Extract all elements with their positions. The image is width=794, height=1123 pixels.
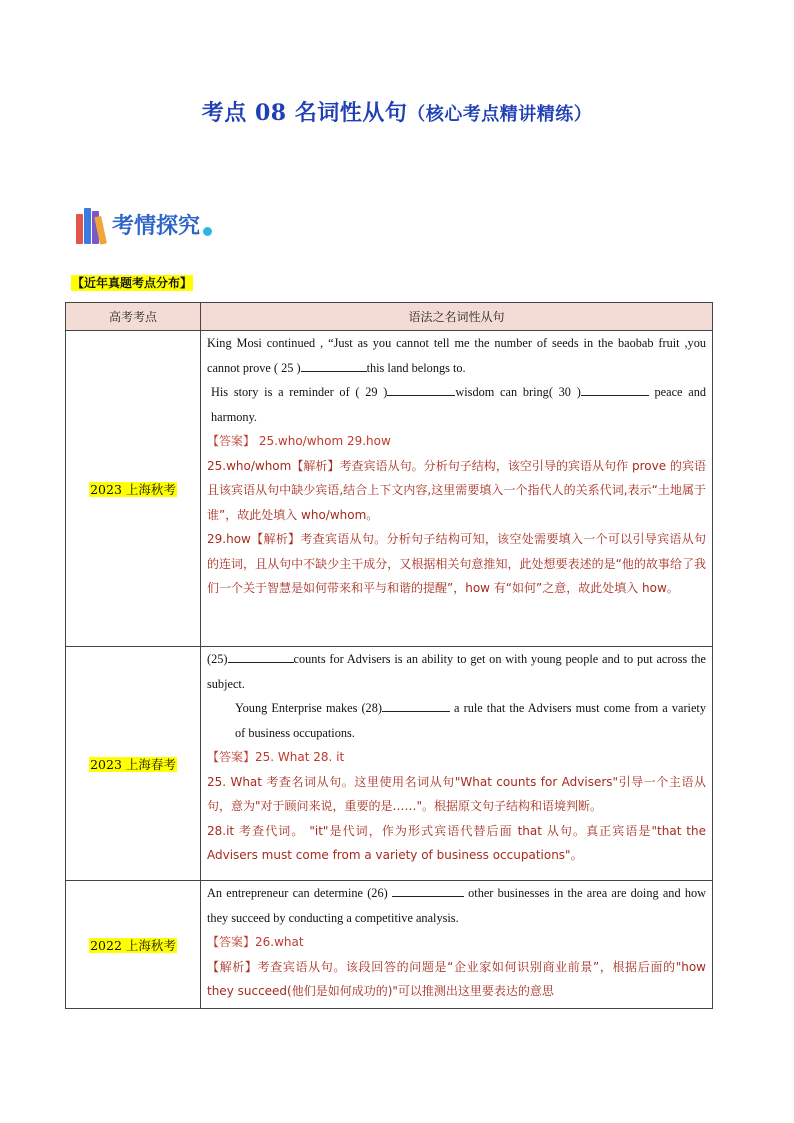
blank-line	[382, 699, 450, 712]
blank-line	[387, 383, 455, 396]
question-text: (25) counts for Advisers is an ability to get on with young people and to put across the subject.	[207, 652, 706, 691]
blank-line	[392, 884, 464, 897]
page-title	[0, 96, 794, 127]
question-text: King Mosi continued , “Just as you cannot tell me the number of seeds in the baobab fruit ,you cannot prove ( 25 ) this land belongs to.	[207, 336, 706, 375]
question-text: His story is a reminder of ( 29 ) wisdom can bring( 30 ) peace and harmony.	[211, 385, 707, 424]
answer-text: 【答案】25. What 28. it	[207, 750, 345, 764]
exam-label: 2022 上海秋考	[90, 937, 176, 953]
section-banner	[76, 204, 212, 244]
answer-text: 【答案】26.what	[207, 935, 304, 949]
blank-line	[228, 650, 294, 663]
explanation-text: 29.how【解析】考查宾语从句。分析句子结构可知，该空处需要填入一个可以引导宾语从句的连词，且从句中不缺少主干成分，又根据相关句意推知，此处想要表述的是“他的故事给了我们一个关于智慧是如何带来和平与和谐的提醒”，how 有“如何”之意，故此处填入 how。	[207, 532, 706, 595]
question-text: Young Enterprise makes (28) a rule that the Advisers must come from a variety of business occupations.	[235, 701, 706, 740]
table-row	[66, 647, 713, 881]
title-sub: （核心考点精讲精练）	[407, 104, 593, 125]
answer-text: 【答案】 25.who/whom 29.how	[207, 434, 391, 448]
exam-label: 2023 上海秋考	[90, 481, 176, 497]
explanation-text: 【解析】考查宾语从句。该段回答的问题是“企业家如何识别商业前景”，根据后面的"how they succeed(他们是如何成功的)"可以推测出这里要表达的意思	[207, 959, 706, 998]
banner-text: 考情探究	[112, 213, 201, 239]
header-cell: 语法之名词性从句	[201, 303, 713, 331]
table-header-row	[66, 303, 713, 331]
title-main: 考点 08 名词性从句	[201, 100, 408, 126]
header-cell: 高考考点	[66, 303, 201, 331]
table-row	[66, 881, 713, 1009]
exam-table	[65, 302, 713, 1009]
explanation-text: 25.who/whom【解析】考查宾语从句。分析句子结构，该空引导的宾语从句作 prove 的宾语且该宾语从句中缺少宾语,结合上下文内容,这里需要填入一个指代人的关系代词,表示“土地属于谁”，故此处填入 who/whom。	[207, 458, 706, 522]
table-row	[66, 331, 713, 647]
blank-line	[581, 383, 649, 396]
explanation-text: 28.it 考查代词。 "it"是代词，作为形式宾语代替后面 that 从句。真正宾语是"that the Advisers must come from a variety of business occupations"。	[207, 823, 706, 862]
explanation-text: 25. What 考查名词从句。这里使用名词从句"What counts for Advisers"引导一个主语从句，意为"对于顾问来说，重要的是……"。根据原文句子结构和语境判断。	[207, 774, 706, 813]
question-cell	[201, 881, 713, 1009]
books-icon	[76, 204, 108, 244]
question-cell	[201, 331, 713, 647]
exam-label: 2023 上海春考	[90, 756, 176, 772]
question-text: An entrepreneur can determine (26) other businesses in the area are doing and how they succeed by conducting a competitive analysis.	[207, 886, 706, 925]
dot-icon	[203, 227, 212, 236]
blank-line	[301, 359, 367, 372]
section-label: 【近年真题考点分布】	[72, 276, 193, 290]
question-cell	[201, 647, 713, 881]
